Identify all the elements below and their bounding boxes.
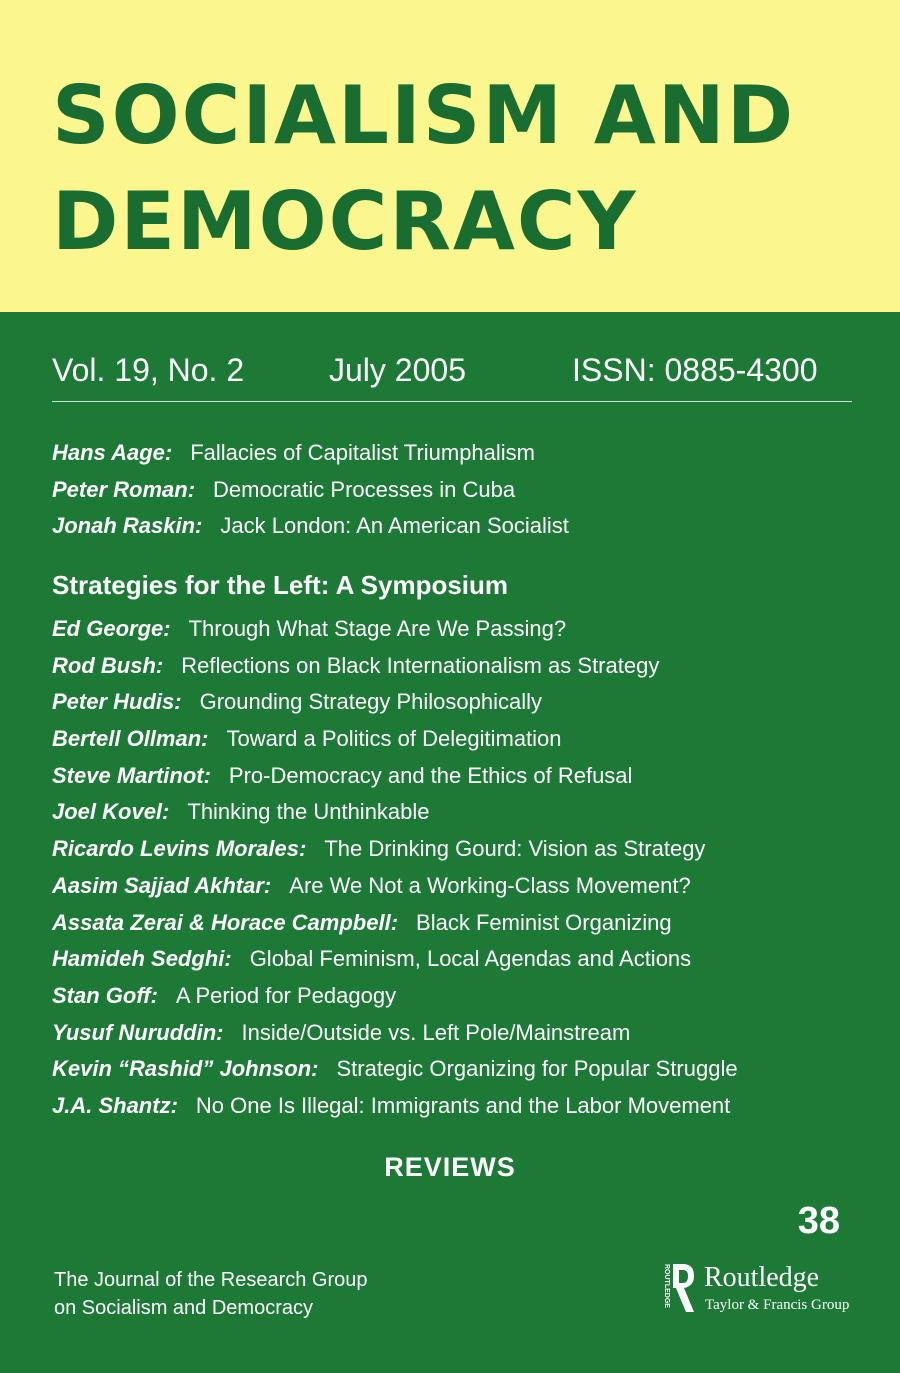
article-author: Ricardo Levins Morales: <box>52 836 307 862</box>
article-list <box>52 435 852 545</box>
list-item <box>52 721 852 758</box>
issue-info <box>52 352 852 392</box>
publisher-group: Taylor & Francis Group <box>705 1297 850 1313</box>
publisher-logo <box>656 1260 856 1320</box>
article-title: Grounding Strategy Philosophically <box>199 689 543 715</box>
divider <box>52 401 852 402</box>
list-item <box>52 831 852 868</box>
article-title: A Period for Pedagogy <box>175 982 397 1008</box>
article-author: Stan Goff: <box>52 982 158 1008</box>
symposium-heading: Strategies for the Left: A Symposium <box>52 570 509 600</box>
article-author: J.A. Shantz: <box>52 1092 178 1118</box>
article-title: No One Is Illegal: Immigrants and the Labor Movement <box>195 1092 731 1118</box>
issue-number: 38 <box>797 1200 840 1242</box>
list-item <box>52 435 852 472</box>
list-item <box>52 868 852 905</box>
reviews-heading: REVIEWS <box>384 1152 516 1182</box>
article-author: Bertell Ollman: <box>52 726 209 752</box>
article-title: Strategic Organizing for Popular Struggle <box>336 1056 738 1082</box>
article-title: Democratic Processes in Cuba <box>213 476 516 502</box>
list-item <box>52 758 852 795</box>
issue-date: July 2005 <box>329 352 466 388</box>
article-author: Joel Kovel: <box>52 799 170 825</box>
article-author: Aasim Sajjad Akhtar: <box>52 872 272 898</box>
article-title: Black Feminist Organizing <box>416 909 672 935</box>
list-item <box>52 978 852 1015</box>
article-title: Are We Not a Working-Class Movement? <box>289 872 691 898</box>
svg-text:ROUTLEDGE: ROUTLEDGE <box>663 1264 670 1308</box>
article-title: The Drinking Gourd: Vision as Strategy <box>324 836 706 862</box>
article-author: Hamideh Sedghi: <box>52 946 232 972</box>
tagline-line-1: The Journal of the Research Group <box>54 1269 368 1291</box>
article-title: Fallacies of Capitalist Triumphalism <box>190 440 535 465</box>
article-author: Hans Aage: <box>52 440 173 465</box>
article-author: Ed George: <box>52 616 171 641</box>
article-title: Global Feminism, Local Agendas and Actions <box>249 946 692 972</box>
title-band <box>0 0 900 312</box>
list-item <box>52 508 852 545</box>
journal-title-line-2: DEMOCRACY <box>52 175 638 268</box>
symposium-list <box>52 611 852 1125</box>
routledge-logo-icon <box>656 1260 696 1320</box>
list-item <box>52 1051 852 1088</box>
list-item <box>52 611 852 648</box>
tagline-line-2: on Socialism and Democracy <box>54 1297 313 1319</box>
article-title: Pro-Democracy and the Ethics of Refusal <box>228 762 633 788</box>
list-item <box>52 684 852 721</box>
article-author: Kevin “Rashid” Johnson: <box>52 1056 319 1082</box>
volume-number: Vol. 19, No. 2 <box>52 352 245 388</box>
article-title: Through What Stage Are We Passing? <box>188 616 567 641</box>
article-author: Assata Zerai & Horace Campbell: <box>52 909 399 935</box>
list-item <box>52 472 852 509</box>
article-author: Peter Hudis: <box>52 689 182 715</box>
article-title: Toward a Politics of Delegitimation <box>226 726 562 752</box>
article-author: Jonah Raskin: <box>52 513 203 539</box>
list-item <box>52 1015 852 1052</box>
article-title: Reflections on Black Internationalism as Strategy <box>181 652 660 678</box>
article-author: Rod Bush: <box>52 652 164 678</box>
article-title: Inside/Outside vs. Left Pole/Mainstream <box>241 1019 631 1045</box>
journal-tagline <box>54 1266 368 1322</box>
article-title: Jack London: An American Socialist <box>220 513 569 539</box>
article-title: Thinking the Unthinkable <box>187 799 430 825</box>
list-item <box>52 794 852 831</box>
journal-title-line-1: SOCIALISM AND <box>52 69 796 162</box>
list-item <box>52 905 852 942</box>
article-author: Steve Martinot: <box>52 762 211 788</box>
list-item <box>52 1088 852 1125</box>
list-item <box>52 648 852 685</box>
article-author: Peter Roman: <box>52 476 196 502</box>
list-item <box>52 941 852 978</box>
publisher-name: Routledge <box>704 1262 820 1293</box>
article-author: Yusuf Nuruddin: <box>52 1019 224 1045</box>
issn: ISSN: 0885-4300 <box>572 352 818 388</box>
